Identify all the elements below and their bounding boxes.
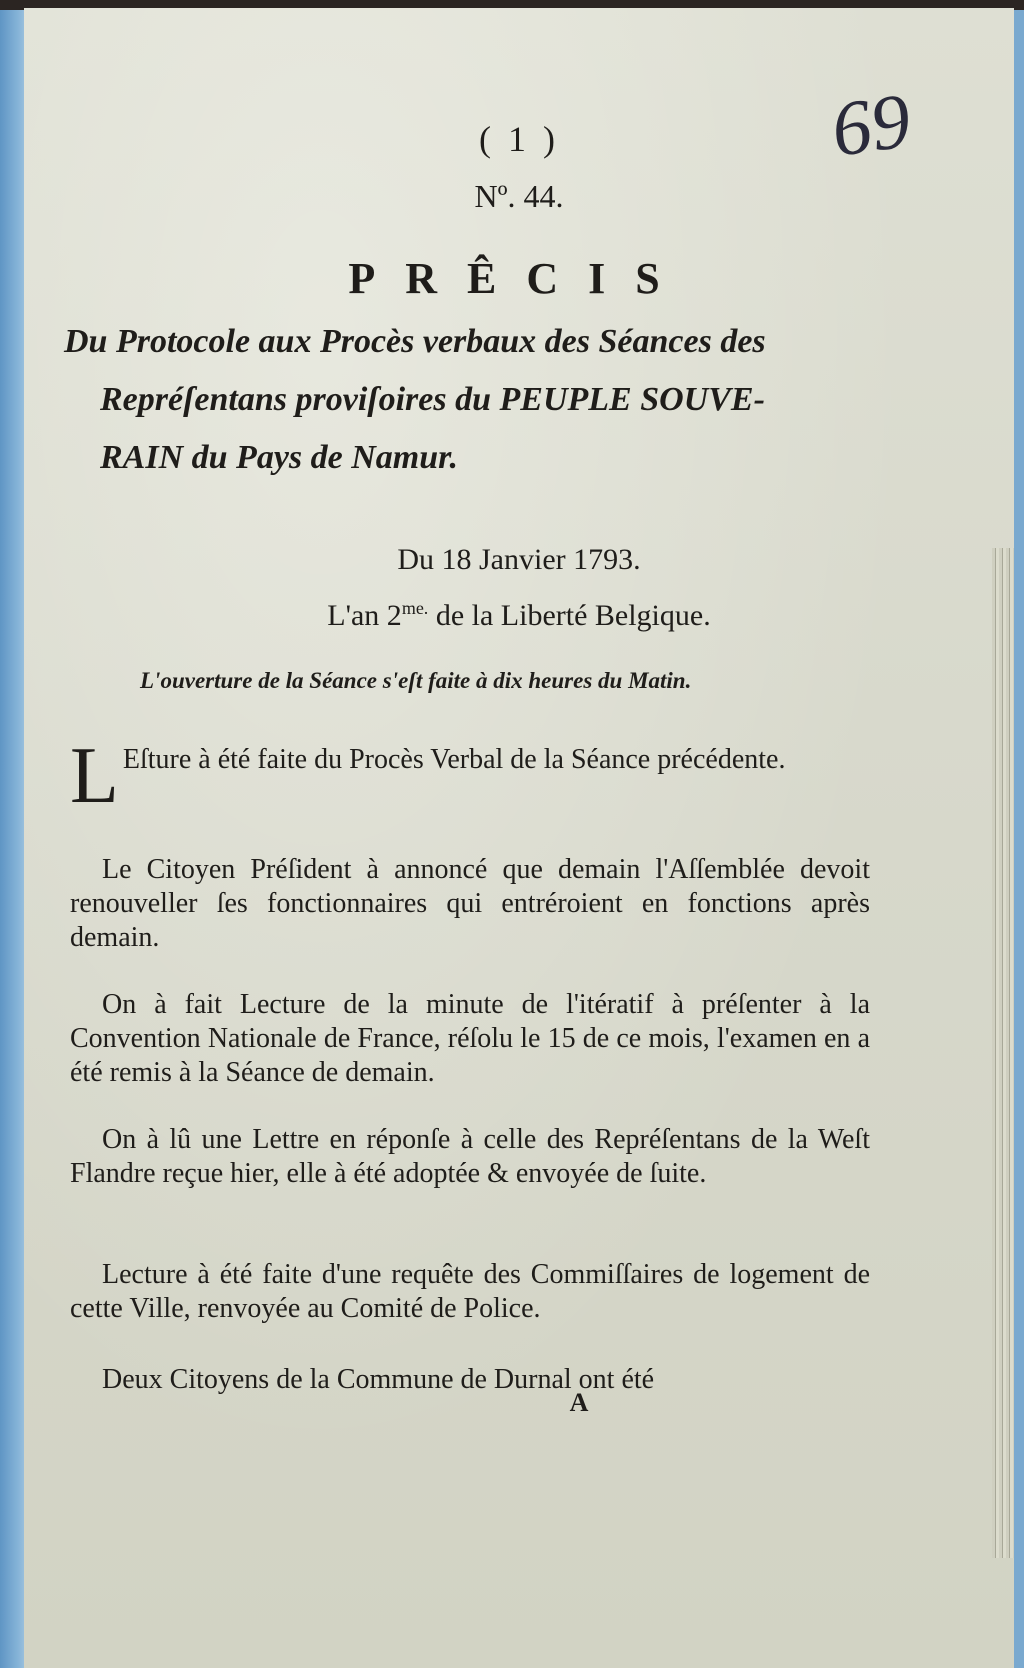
document-subtitle — [64, 313, 864, 487]
paragraph-4: On à lû une Lettre en réponſe à celle des Repréſentans de la Weſt Flandre reçue hier, elle à été adoptée & envoyée de ſuite. — [70, 1124, 870, 1189]
drop-cap: L — [70, 732, 119, 820]
year-line-suffix: de la Liberté Belgique. — [428, 599, 711, 632]
year-line-superscript: me. — [401, 598, 429, 618]
subtitle-line-2: Repréſentans proviſoires du PEUPLE SOUVE- — [100, 381, 765, 418]
date-line: Du 18 Janvier 1793. — [397, 543, 641, 576]
signature-mark-letter: A — [569, 1388, 589, 1417]
page-folio: ( 1 ) — [479, 119, 559, 159]
subtitle-line-3: RAIN du Pays de Namur. — [100, 439, 458, 476]
signature-mark — [24, 1388, 1014, 1418]
paragraph-3: On à fait Lecture de la minute de l'itératif à préſenter à la Convention Nationale de France, réſolu le 15 de ce mois, l'examen en a été remis à la Séance de demain. — [70, 989, 870, 1088]
handwritten-page-number: 69 — [826, 76, 916, 174]
paragraph-2: Le Citoyen Préſident à annoncé que demain l'Aſſemblée devoit renouveller ſes fonctionnaires qui entréroient en fonctions après demain. — [70, 854, 870, 953]
paragraph-1-text: Eſture à été faite du Procès Verbal de la Séance précédente. — [122, 744, 786, 775]
paragraph-1 — [70, 732, 870, 820]
subtitle-line-1: Du Protocole aux Procès verbaux des Séances des — [64, 323, 766, 360]
paragraph-6: Deux Citoyens de la Commune de Durnal ont été — [102, 1364, 655, 1395]
document-heading: PRÊCIS — [348, 254, 690, 303]
year-line — [24, 598, 1014, 633]
year-line-prefix: L'an 2 — [327, 599, 402, 632]
paragraph-5: Lecture à été faite d'une requête des Commiſſaires de logement de cette Ville, renvoyée au Comité de Police. — [70, 1259, 870, 1324]
document-number: Nº. 44. — [474, 178, 564, 214]
left-binding-strip — [0, 0, 26, 1668]
document-page — [24, 8, 1014, 1668]
opening-statement: L'ouverture de la Séance s'eſt faite à dix heures du Matin. — [140, 668, 692, 693]
